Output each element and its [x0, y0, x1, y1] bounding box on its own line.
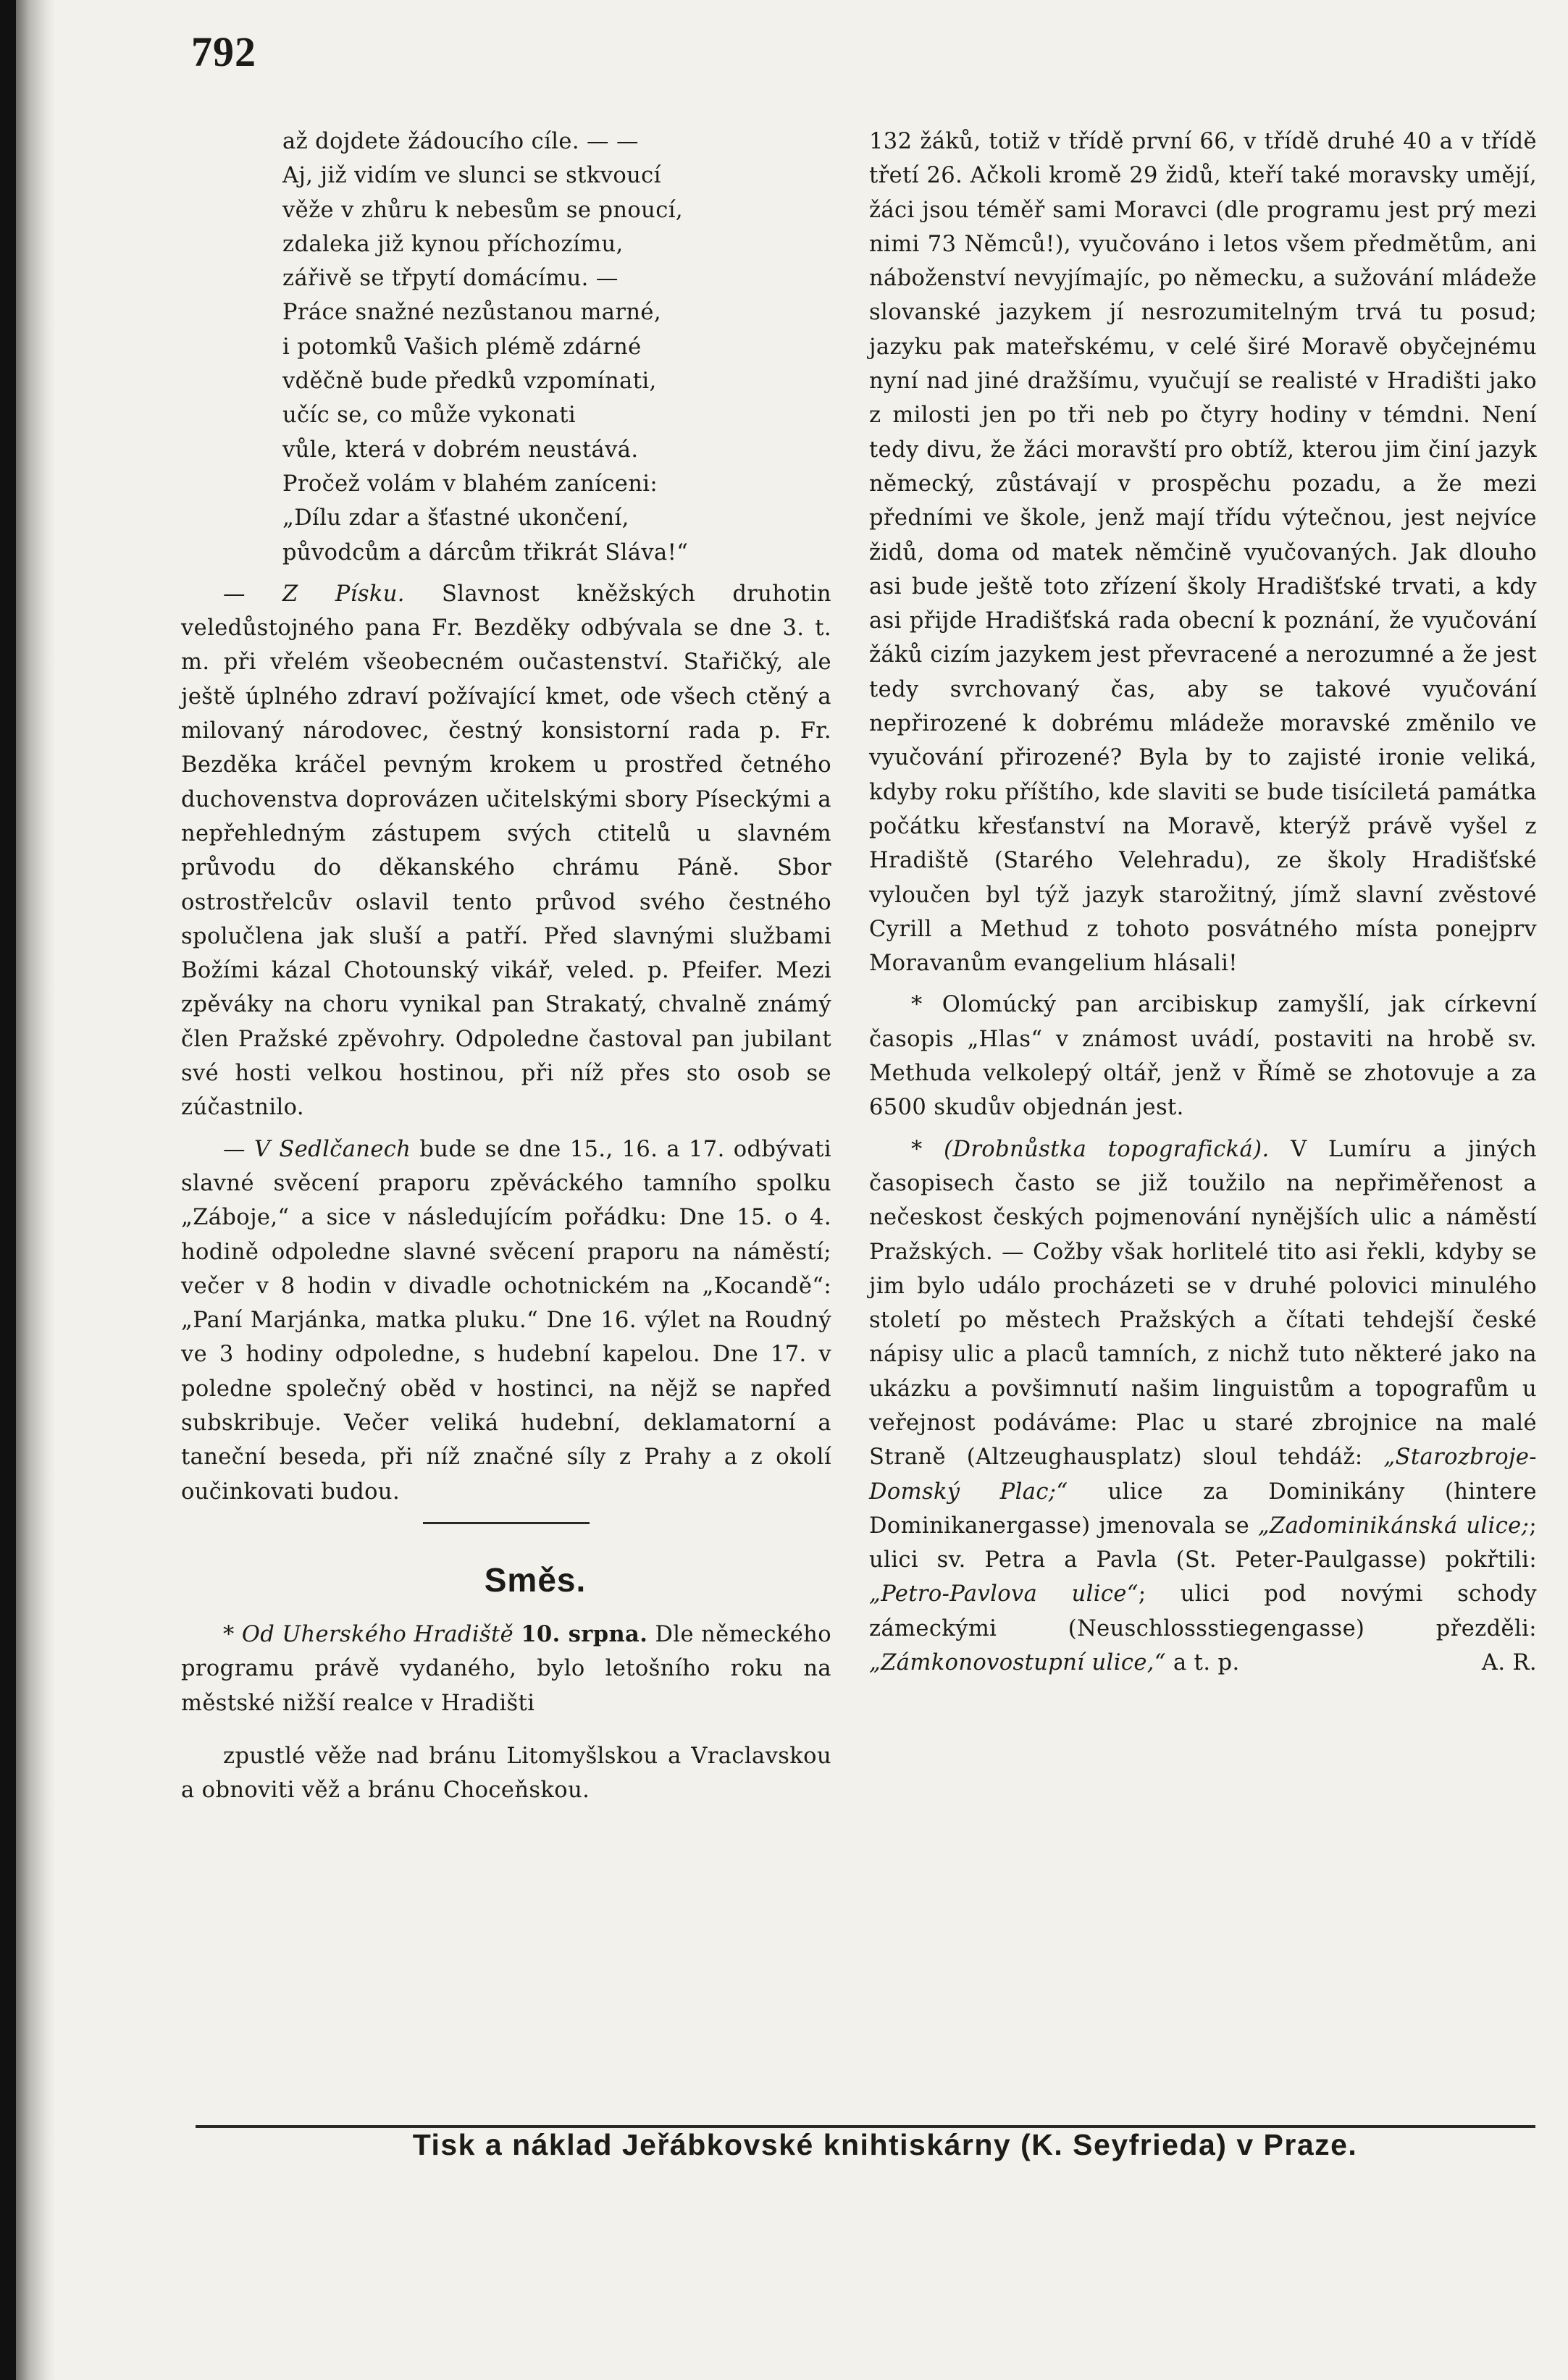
- poem-line: až dojdete žádoucího cíle. — —: [282, 129, 639, 154]
- street-name: „Starozbroje-Domský Plac;“: [869, 1445, 1537, 1505]
- item-title: (Drobnůstka topografická).: [944, 1136, 1270, 1162]
- poem-line: Pročež volám v blahém zaníceni:: [282, 471, 658, 497]
- item-marker: *: [911, 992, 923, 1018]
- item-text: ulice za Dominikány (hintere Dominikanergasse) jmenovala se: [869, 1479, 1537, 1539]
- poem-line: Aj, již vidím ve slunci se stkvoucí: [282, 163, 661, 189]
- poem-line: i potomků Vašich plémě zdárné: [282, 334, 642, 360]
- page-spine-shadow: [16, 0, 55, 2380]
- section-divider: [423, 1522, 590, 1524]
- poem-line: učíc se, co může vykonati: [282, 403, 577, 429]
- hradiste-continued: 132 žáků, totiž v třídě první 66, v třídě druhé 40 a v třídě třetí 26. Ačkoli kromě 29 židů, kteří také moravsky umějí, žáci jsou téměř sami Moravci (dle programu jest prý mezi nimi 73 Němců!), vyučováno i letos všem předmětům, ani náboženství nevyjímajíc, po německu, a sužování mládeže slovanské jazykem jí nesrozumitelným trvá tu posud; jazyku pak mateřskému, v celé širé Moravě obyčejnému nyní nad jiné dražšímu, vyučují se realisté v Hradišti jako z milosti jen po tři neb po čtyry hodiny v témdni. Není tedy divu, že žáci moravští pro obtíž, kterou jim činí jazyk německý, zůstávají v prospěchu pozadu, a že mezi předními ve škole, jenž mají třídu výtečnou, jest nejvíce židů, doma od matek němčině vyučovaných. Jak dlouho asi bude ještě toto zřízení školy Hradišťské trvati, a kdy asi přijde Hradišťská rada obecní k poznání, že vyučování žáků cizím jazykem jest převracené a nerozumné a že jest tedy svrchovaný čas, aby se takové vyučování nepřirozené k dobrému mládeže moravské změnilo ve vyučování přirozené? Byla by to zajisté ironie veliká, kdyby roku příštího, kde slaviti se bude tisíciletá památka počátku křesťanství na Moravě, kterýž právě vyšel z Hradiště (Starého Velehradu), ze školy Hradišťské vyloučen byl týž jazyk starožitný, jímž slavní zvěstové Cyrill a Methud z tohoto posvátného místa ponejprv Moravanům evangelium hlásali!: [869, 129, 1537, 977]
- item-place: V Sedlčanech: [253, 1136, 411, 1162]
- item-text: ; ulici pod novými schody zámeckými (Neuschlossstiegengasse) přezděli:: [869, 1581, 1537, 1641]
- poem-line: zdaleka již kynou příchozímu,: [282, 231, 624, 257]
- item-text: bude se dne 15., 16. a 17. odbývati slavné svěcení praporu zpěváckého tamního spolku „Záboje,“ a sice v následujícím pořádku: Dne 15. o 4. hodině odpoledne slavné svěcení praporu na náměstí; večer v 8 hodin v divadle ochotnickém na „Kocandě“: „Paní Marjánka, matka pluku.“ Dne 16. výlet na Roudný ve 3 hodiny odpoledne, s hudební kapelou. Dne 17. v poledne společný oběd v hostinci, na nějž se napřed subskribuje. Večer veliká hudební, deklamatorní a taneční beseda, při níž značné síly z Prahy a z okolí oučinkovati budou.: [181, 1136, 831, 1505]
- news-item-olomouc: [869, 988, 1537, 1124]
- poem-line: „Dílu zdar a šťastné ukončení,: [282, 505, 629, 531]
- poem-line: Práce snažné nezůstanou marné,: [282, 300, 661, 326]
- news-item-pisek: [181, 577, 831, 1125]
- item-place: Z Písku.: [282, 581, 405, 607]
- author-signature: A. R.: [1481, 1650, 1537, 1676]
- street-name: „Zámkonovostupní ulice,“: [869, 1650, 1166, 1676]
- item-dash: —: [223, 581, 246, 607]
- street-name: „Zadominikánská ulice;: [1257, 1513, 1530, 1539]
- page-number: 792: [191, 28, 256, 75]
- poem-line: původcům a dárcům třikrát Sláva!“: [282, 539, 689, 565]
- item-dash: —: [223, 1136, 246, 1162]
- item-marker: *: [911, 1136, 923, 1162]
- item-text: ulici sv. Petra a Pavla (St. Peter-Paulgasse) pokřtili:: [869, 1547, 1537, 1573]
- poem: [181, 125, 831, 570]
- news-item-topography: * (Drobnůstka topografická). V Lumíru a jiných časopisech často se již toužilo na nepřiměřenost a nečeskost českých pojmenování nynějších ulic a náměstí Pražských. — Cožby však horlitelé tito asi řekli, kdyby se jim bylo událo procházeti se v druhé polovici minulého století po městech Pražských a čítati tehdejší české nápisy ulic a placů tamních, z nichž tuto některé jako na ukázku a povšimnutí našim linguistům a topografům u veřejnost podáváme: Plac u staré zbrojnice na malé Straně (Altzeughausplatz) sloul tehdáž: „Starozbroje-Domský Plac;“ ulice za Dominikány (hintere Dominikanergasse) jmenovala se „Zadominikánská ulice;; ulici sv. Petra a Pavla (St. Peter-Paulgasse) pokřtili: „Petro-Pavlova ulice“; ulici pod novými schody zámeckými (Neuschlossstiegengasse) přezděli: „Zámkonovostupní ulice,“ a t. p. A. R.: [869, 1132, 1537, 1681]
- item-text: V Lumíru a jiných časopisech často se již toužilo na nepřiměřenost a nečeskost českých pojmenování nynějších ulic a náměstí Pražských. — Cožby však horlitelé tito asi řekli, kdyby se jim bylo událo procházeti se v druhé polovici minulého století po městech Pražských a čítati tehdejší české nápisy ulic a placů tamních, z nichž tuto některé jako na ukázku a povšimnutí našim linguistům a topografům u veřejnost podáváme: Plac u staré zbrojnice na malé Straně (Altzeughausplatz) sloul tehdáž:: [869, 1136, 1537, 1471]
- item-text: Olomúcký pan arcibiskup zamyšlí, jak církevní časopis „Hlas“ v známost uvádí, postaviti na hrobě sv. Methuda velkolepý oltář, jenž v Římě se zhotovuje a za 6500 skudův objednán jest.: [869, 992, 1537, 1121]
- street-name: „Petro-Pavlova ulice“: [869, 1581, 1139, 1607]
- item-text: Dle německého programu právě vydaného, bylo letošního roku na městské nižší realce v Hradišti: [181, 1622, 831, 1716]
- poem-line: zářivě se třpytí domácímu. —: [282, 266, 619, 292]
- poem-line: vůle, která v dobrém neustává.: [282, 437, 639, 463]
- text-fragment: zpustlé věže nad bránu Litomyšlskou a Vraclavskou a obnoviti věž a bránu Choceňskou.: [181, 1744, 831, 1804]
- printer-imprint: Tisk a náklad Jeřábkovské knihtiskárny (K. Seyfrieda) v Praze.: [412, 2128, 1358, 2161]
- item-text: Slavnost kněžských druhotin veledůstojného pana Fr. Bezděky odbývala se dne 3. t. m. při vřelém všeobecném oučastenství. Stařičký, ale ještě úplného zdraví požívající kmet, ode všech ctěný a milovaný národovec, čestný konsistorní rada p. Fr. Bezděka kráčel pevným krokem u prostřed četného duchovenstva doprovázen učitelskými sbory Píseckými a nepřehledným zástupem svých ctitelů u slavném průvodu do děkanského chrámu Páně. Sbor ostrostřelcův oslavil tento průvod svého čestného spolučlena jak sluší a patří. Před slavnými službami Božími kázal Chotounský vikář, veled. p. Pfeifer. Mezi zpěváky na choru vynikal pan Strakatý, chvalně známý člen Pražské zpěvohry. Odpoledne častoval pan jubilant své hosti velkou hostinou, při níž přes sto osob se zúčastnilo.: [181, 581, 831, 1121]
- item-text: a t. p.: [1173, 1650, 1240, 1676]
- news-item-sedlcany: [181, 1132, 831, 1509]
- left-column: [181, 125, 831, 1808]
- item-marker: *: [223, 1622, 235, 1648]
- news-item-hradiste: [181, 1618, 831, 1720]
- item-date: 10. srpna.: [521, 1621, 648, 1648]
- newspaper-page: [16, 0, 1568, 2380]
- item-place: Od Uherského Hradiště: [241, 1622, 514, 1648]
- right-column: [869, 125, 1537, 1680]
- poem-line: věže v zhůru k nebesům se pnoucí,: [282, 197, 683, 223]
- poem-line: vděčně bude předků vzpomínati,: [282, 369, 657, 395]
- section-heading: Směs.: [484, 1560, 587, 1599]
